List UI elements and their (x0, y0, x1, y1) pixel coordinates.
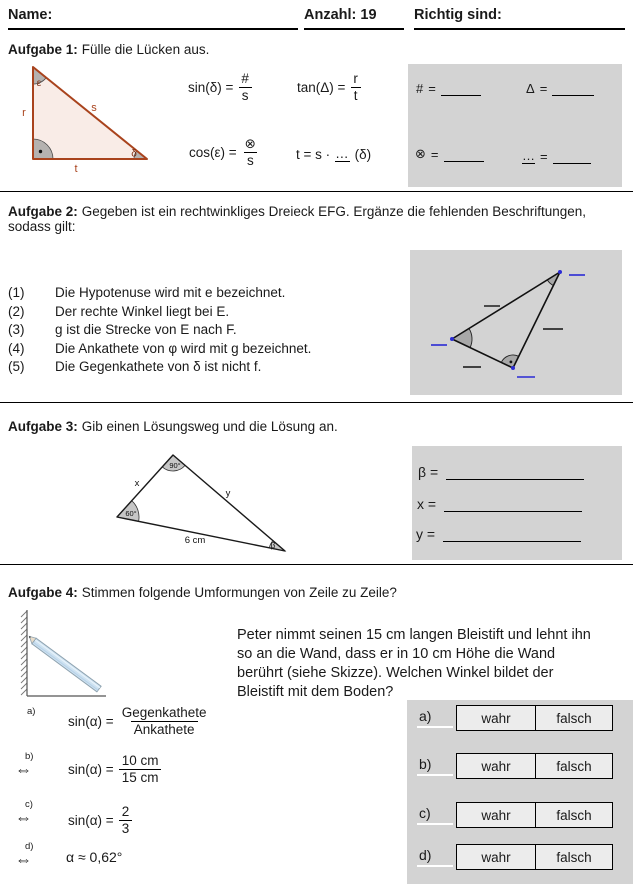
answer-blank[interactable] (553, 150, 591, 164)
answer-label: x = (417, 496, 437, 512)
fraction-num: ⊗ (244, 136, 256, 151)
fraction-num: r (353, 71, 358, 86)
correct-field[interactable] (414, 7, 625, 30)
answer-hash (416, 81, 481, 96)
list-item (8, 358, 403, 377)
right-angle-dot (39, 150, 42, 153)
angle-epsilon-label: ε (36, 78, 42, 89)
side-t-label: t (74, 163, 78, 175)
formula-t (296, 146, 371, 162)
item-text: Die Ankathete von φ wird mit g bezeichnet. (55, 340, 312, 356)
answer-dots (522, 148, 591, 164)
task1-instruction: Fülle die Lücken aus. (81, 42, 210, 57)
answer-delta (526, 81, 594, 96)
wahr-cell[interactable]: wahr (456, 705, 536, 731)
answer-label: β = (418, 464, 439, 480)
answer-blank[interactable] (444, 497, 582, 512)
list-item (8, 340, 403, 359)
task2-list (8, 284, 403, 377)
item-number: (4) (8, 340, 25, 356)
equation-lhs: sin(α) = (68, 813, 114, 829)
side-r-label: r (22, 107, 26, 119)
fraction (242, 136, 259, 169)
formula-sin-lhs: sin(δ) = (188, 80, 234, 96)
answer-sym: ⊗ (415, 146, 426, 161)
fraction (119, 705, 210, 738)
answer-y-row (416, 526, 581, 542)
task2-triangle-figure (410, 250, 622, 395)
answer-blank[interactable] (444, 148, 484, 162)
angle-beta-label: β (270, 541, 276, 550)
fraction-den: 15 cm (119, 769, 162, 786)
task4-instruction: Stimmen folgende Umformungen von Zeile zu Zeile? (81, 585, 397, 600)
pencil-tip-dot (29, 636, 31, 638)
formula-t-post: (δ) (354, 146, 372, 162)
task4-problem-text: Peter nimmt seinen 15 cm langen Bleistift und lehnt ihn so an die Wand, dass er in 10 cm Höhe die Wand berührt (siehe Skizze). Welchen Winkel bildet der Bleistift mit dem Boden? (237, 627, 591, 700)
equals: = (539, 81, 548, 96)
table-row-d (407, 844, 633, 870)
task3-heading (8, 419, 608, 434)
falsch-cell[interactable]: falsch (535, 844, 613, 870)
formula-cos-lhs: cos(ε) = (189, 145, 237, 161)
choice-cells (456, 753, 613, 779)
divider (0, 402, 633, 403)
task3-answer-box (412, 446, 622, 560)
list-item (8, 284, 403, 303)
correct-label: Richtig sind: (414, 7, 502, 23)
table-row-c (407, 802, 633, 828)
step-d-result: α ≈ 0,62° (66, 849, 123, 865)
equation-lhs: sin(α) = (68, 714, 114, 730)
answer-label: y = (416, 526, 436, 542)
task4-heading (8, 585, 608, 600)
equation-lhs: sin(α) = (68, 762, 114, 778)
fraction (119, 804, 133, 837)
divider (0, 191, 633, 192)
vertex-dot (450, 337, 454, 341)
falsch-cell[interactable]: falsch (535, 705, 613, 731)
formula-cos (189, 136, 259, 169)
table-row-b (407, 753, 633, 779)
fraction-num: 2 (121, 804, 130, 819)
task1-answer-box (408, 64, 622, 187)
item-text: Der rechte Winkel liegt bei E. (55, 303, 230, 319)
answer-sym: … (522, 148, 535, 163)
count-field (304, 7, 404, 30)
item-text: Die Gegenkathete von δ ist nicht f. (55, 359, 262, 375)
right-angle-dot (510, 361, 513, 364)
answer-blank[interactable] (441, 82, 481, 96)
list-item (8, 303, 403, 322)
row-label: a) (417, 708, 453, 728)
fraction-den: t (351, 87, 361, 104)
answer-blank[interactable] (446, 465, 584, 480)
fraction-num: 10 cm (121, 753, 159, 768)
item-text: Die Hypotenuse wird mit e bezeichnet. (55, 285, 286, 300)
task4-title: Aufgabe 4: (8, 585, 78, 600)
list-item (8, 321, 403, 340)
row-label: b) (417, 756, 453, 776)
side-s-label: s (91, 102, 97, 114)
answer-otimes (415, 146, 484, 162)
wahr-cell[interactable]: wahr (456, 802, 536, 828)
task2-title: Aufgabe 2: (8, 204, 78, 219)
task3-title: Aufgabe 3: (8, 419, 78, 434)
fraction-den: s (239, 87, 252, 104)
answer-beta-row (418, 464, 584, 480)
angle-delta-label: δ (131, 148, 137, 160)
equivalence-arrow: ⇔ (15, 808, 32, 827)
task1-heading (8, 42, 608, 57)
triangle2-outline (452, 272, 560, 368)
wahr-cell[interactable]: wahr (456, 753, 536, 779)
equals: = (540, 149, 548, 164)
divider (0, 564, 633, 565)
task4-answer-box (407, 700, 633, 884)
vertex-dot (558, 270, 562, 274)
answer-x-row (417, 496, 582, 512)
fraction (119, 753, 162, 786)
side-base-label: 6 cm (184, 535, 206, 546)
equivalence-arrow: ⇔ (15, 760, 32, 779)
formula-tan (297, 71, 361, 104)
angle-60-label: 60° (125, 509, 137, 518)
fraction (238, 71, 252, 104)
answer-sym: # (416, 81, 424, 96)
fraction-den: Ankathete (131, 721, 198, 738)
item-number: (1) (8, 285, 25, 300)
pencil-body (32, 638, 101, 692)
answer-sym: Δ (526, 81, 535, 96)
pencil-highlight (35, 640, 100, 688)
task2-heading (8, 204, 608, 234)
item-text: g ist die Strecke von E nach F. (55, 322, 237, 338)
step-a-equation (68, 705, 210, 738)
fraction-num: # (241, 71, 249, 86)
equivalence-arrow: ⇔ (15, 850, 32, 869)
formula-sin (188, 71, 252, 104)
step-d-label: d) (25, 841, 34, 852)
task3-triangle-figure (100, 445, 300, 561)
fraction (350, 71, 361, 104)
count-label: Anzahl: 19 (304, 7, 377, 23)
wall-hatching (21, 611, 27, 695)
choice-cells (456, 802, 613, 828)
task1-title: Aufgabe 1: (8, 42, 78, 57)
side-x-label: x (134, 478, 140, 489)
task3-instruction: Gib einen Lösungsweg und die Lösung an. (81, 419, 338, 434)
fraction-den: s (244, 152, 257, 169)
falsch-cell[interactable]: falsch (535, 802, 613, 828)
name-field[interactable] (8, 7, 298, 30)
task2-figure-box (410, 250, 622, 395)
choice-cells (456, 844, 613, 870)
step-c-label: c) (25, 799, 33, 810)
equals: = (428, 81, 436, 96)
side-y-label: y (225, 488, 231, 499)
pencil-sketch (8, 605, 113, 700)
step-c-equation (68, 804, 132, 837)
answer-blank[interactable] (552, 82, 594, 96)
step-b-equation (68, 753, 161, 786)
angle-90-label: 90° (169, 461, 181, 470)
answer-blank[interactable] (443, 527, 581, 542)
step-b-label: b) (25, 751, 34, 762)
name-label: Name: (8, 7, 53, 23)
task2-instruction: Gegeben ist ein rechtwinkliges Dreieck EFG. Ergänze die fehlenden Beschriftungen, sodass gilt: (8, 204, 587, 234)
fraction-den: 3 (119, 820, 133, 837)
falsch-cell[interactable]: falsch (535, 753, 613, 779)
vertex-dot (511, 366, 515, 370)
fraction-num: Gegenkathete (121, 705, 207, 720)
wahr-cell[interactable]: wahr (456, 844, 536, 870)
formula-gap-blank[interactable]: … (335, 146, 350, 161)
pencil-shade (33, 642, 98, 690)
formula-tan-lhs: tan(Δ) = (297, 80, 346, 96)
item-number: (5) (8, 359, 25, 375)
task1-triangle-figure (14, 60, 164, 185)
row-label: d) (417, 847, 453, 867)
formula-t-pre: t = s · (296, 146, 331, 162)
step-a-label: a) (27, 706, 36, 717)
row-label: c) (417, 805, 453, 825)
item-number: (3) (8, 322, 25, 338)
choice-cells (456, 705, 613, 731)
equals: = (430, 147, 439, 162)
table-row-a (407, 705, 633, 731)
item-number: (2) (8, 303, 25, 319)
